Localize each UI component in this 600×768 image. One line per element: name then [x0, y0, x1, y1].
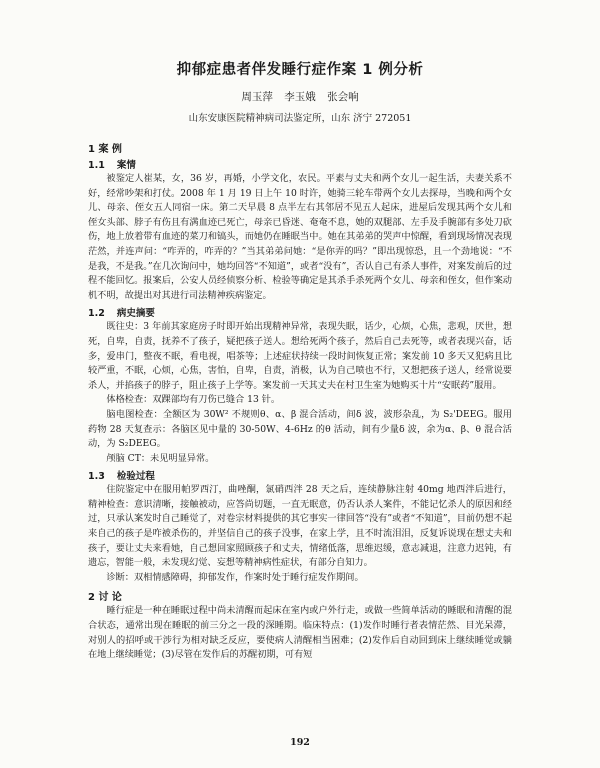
subsection-number: 1.2 — [88, 308, 105, 320]
body-paragraph: 脑电图检查：全额区为 30W² 不规则θ、α、β 混合活动，间δ 波，波形杂乱，为 S₂'DEEG。服用药物 28 天复查示：各脑区见中量的 30-50W、4-6Hz 的θ 活动，间有少量δ 波，余为α、β、θ 混合活动，为 S₂DEEG。 — [88, 408, 512, 450]
body-paragraph: 诊断：双相情感障碍，抑郁发作，作案时处于睡行症发作期间。 — [106, 571, 364, 583]
body-paragraph: 住院鉴定中在服用帕罗西汀，曲唑酮，氯硝西泮 28 天之后，连续静脉注射 40mg 地西泮后进行，精神检查：意识清晰，接触被动，应答尚切题，一直无眠意，仍否认杀人案件，不能记忆杀人的原因和经过，只承认案发时自己睡觉了，对卷宗材料提供的其它事实一律回答“没有”或者“不知道”，目前仍想不起来自己的孩子是咋被杀伤的，并坚信自己的孩子没事，在家上学，且不时流泪泪，反复诉说现在想丈夫和孩子，要让丈夫来看她，自己想回家照顾孩子和丈夫，情绪低落，思维迟缓，意志减退，注意力迟钝，有遗忘，智能一般，未发现幻觉、妄想等精神病性症状，有部分自知力。 — [88, 484, 512, 569]
article-body — [88, 140, 512, 663]
subsection-number: 1.3 — [88, 471, 105, 483]
page-number: 192 — [290, 737, 310, 748]
body-paragraph: 既往史：3 年前其家庭房子时即开始出现精神异常，表现失眠，话少，心烦，心焦，悲观，厌世，想死，自卑，自责，抚养不了孩子，疑把孩子送人。想给死两个孩子，然后自己去死等，或者表现兴奋，话多，爱串门，整夜不眠，看电视，唱茶等；上述症状持续一段时间恢复正常；案发前 10 多天又犯病且比较严重，不眠，心烦，心焦，害怕，自卑，自责，消极，认为自己喷也不行，又想把孩子送人，经常说要杀人，并掐孩子的脖子，阻止孩子上学等。案发前一天其丈夫在村卫生室为她购买十片“安眠药”服用。 — [88, 321, 512, 391]
subsection-number: 1.1 — [88, 160, 105, 171]
body-paragraph: 睡行症是一种在睡眠过程中尚未清醒而起床在室内或户外行走，或做一些简单活动的睡眠和清醒的混合状态，通常出现在睡眠的前三分之一段的深睡期。临床特点：(1)发作时睡行者表情茫然、目光呆滞，对别人的招呼或干涉行为相对缺乏反应，要使病人清醒相当困难；(2)发作后自动回到床上继续睡觉或躺在地上继续睡觉；(3)尽管在发作后的苏醒初期，可有短 — [88, 605, 512, 661]
body-paragraph: 颅脑 CT：未见明显异常。 — [106, 452, 215, 464]
section-heading: 2 讨 论 — [88, 592, 122, 604]
affiliation: 山东安康医院精神病司法鉴定所，山东 济宁 272051 — [188, 113, 412, 124]
subsection-title: 检验过程 — [116, 471, 155, 483]
subsection-heading — [88, 305, 512, 319]
body-paragraph: 体格检查：双踝部均有刀伤已缝合 13 针。 — [106, 394, 281, 406]
subsection-title: 病史摘要 — [116, 308, 155, 320]
subsection-heading — [88, 468, 512, 482]
article-title: 抑郁症患者伴发睡行症作案 1 例分析 — [176, 62, 424, 78]
author-name: 张会响 — [327, 91, 359, 103]
body-paragraph: 被鉴定人崔某，女，36 岁，再婚，小学文化，农民。平素与丈夫和两个女儿一起生活，夫妻关系不好，经常吵架和打仗。2008 年 1 月 19 日上午 10 时许，她骑三轮车带两个女儿去探母，当晚和两个女儿、母亲、侄女五人同宿一床。第二天早晨 8 点半左右其邻居不见五人起床，进屋后发现其两个女儿和侄女头部、脖子有伤且有满血迹已死亡，母亲已昏迷、奄奄不息，她的双腿部、左手及手腕部有多处刀砍伤，地上放着带有血迹的菜刀和镐头，而她仍在睡眠当中。她在其弟弟的哭声中惊醒，看到现场情况表现茫然，并连声问：“咋弄的，咋弄的？”当其弟弟问她：“是你弄的吗？”即出现惊恐，且一个劲地说：“不是我，不是我。”在几次询问中，她均回答“不知道”，或者“没有”，否认自己有杀人事件，对案发前后的过程不能回忆。报案后，公安人员经侦察分析、检验等确定是其杀手杀死两个女儿、母亲和侄女，但作案动机不明，故提出对其进行司法精神疾病鉴定。 — [88, 173, 512, 301]
author-list — [88, 89, 512, 104]
author-name: 李玉娥 — [284, 91, 316, 103]
subsection-title: 案情 — [116, 160, 136, 171]
section-heading: 1 案 例 — [88, 144, 122, 155]
subsection-heading — [88, 157, 512, 171]
author-name: 周玉萍 — [241, 91, 273, 103]
